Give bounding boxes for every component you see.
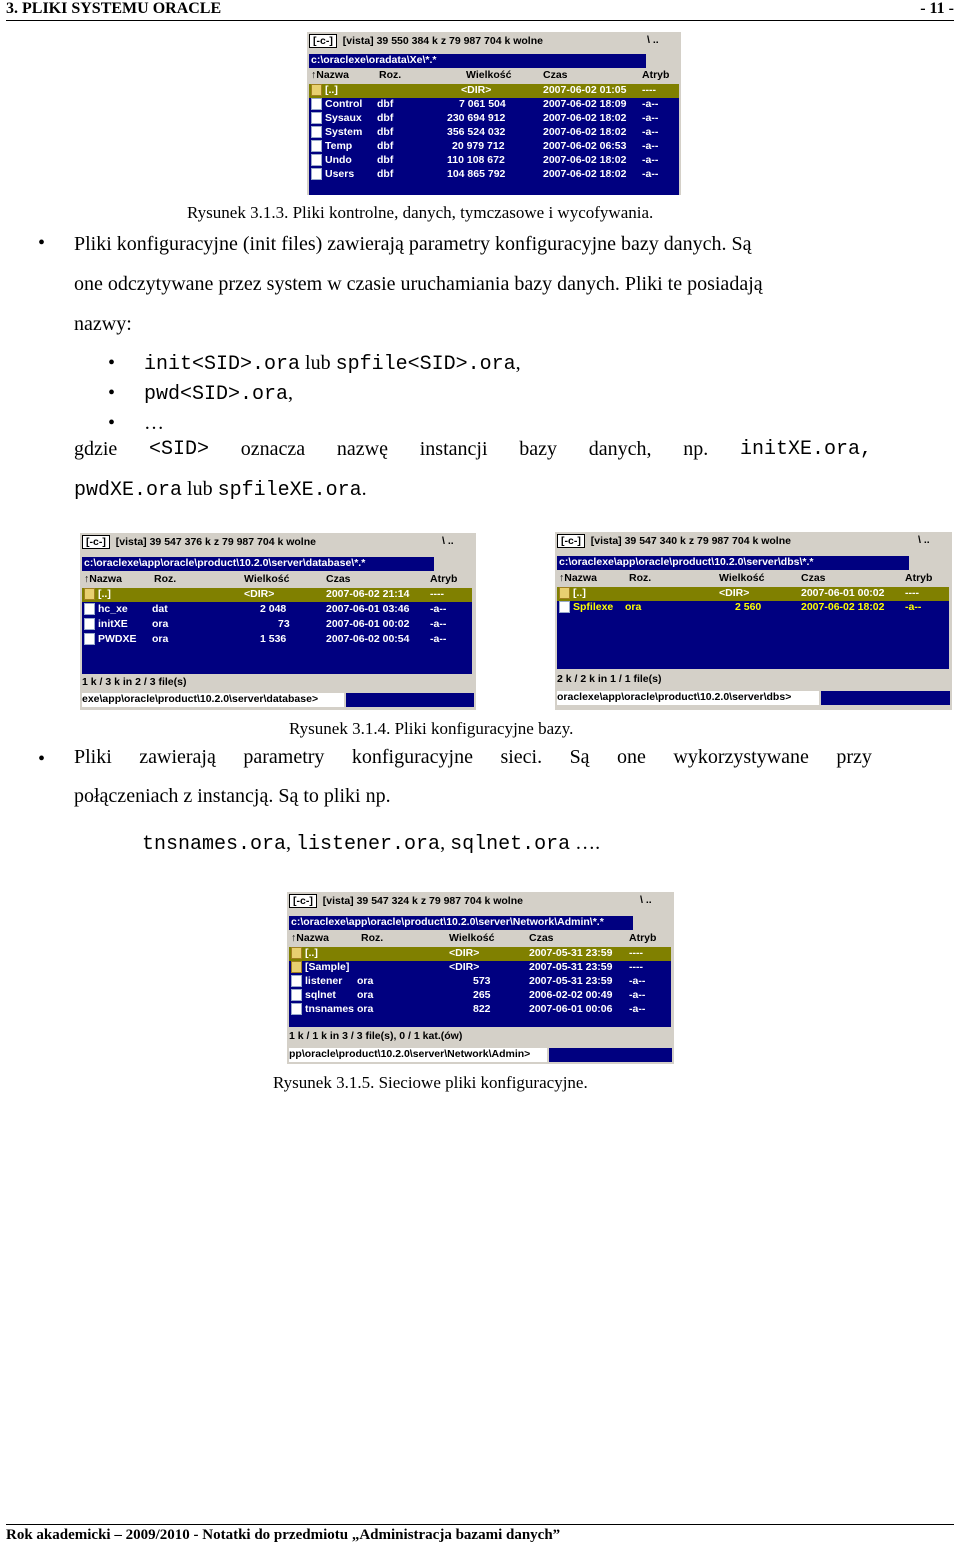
paragraph-config-files: [74, 224, 874, 344]
column-headers: [309, 69, 677, 83]
file-icon: [291, 1003, 302, 1015]
time: 2007-06-02 01:05: [543, 84, 627, 96]
size: 573: [473, 975, 491, 987]
page-header: [6, 0, 954, 21]
status-bar: 2 k / 2 k in 1 / 1 file(s): [557, 673, 662, 685]
attr: ----: [642, 84, 656, 96]
drive-selector[interactable]: [-c-]: [557, 534, 585, 548]
ext: ora: [625, 601, 642, 613]
file-list: [82, 588, 472, 674]
ext: dat: [152, 603, 168, 615]
bullet-icon: •: [38, 748, 46, 770]
word: np.: [683, 438, 709, 460]
text-line: nazwy:: [74, 313, 132, 335]
page-number: - 11 -: [920, 0, 954, 17]
file-icon: [311, 126, 322, 138]
size: 265: [473, 989, 491, 1001]
ext: dbf: [377, 126, 394, 138]
size: <DIR>: [449, 947, 480, 959]
command-input[interactable]: [549, 1048, 672, 1062]
ext: dbf: [377, 154, 394, 166]
nav-buttons[interactable]: \ ..: [640, 894, 652, 906]
bullet-icon: •: [108, 412, 116, 434]
file-name: Control: [311, 98, 362, 110]
size: 104 865 792: [447, 168, 506, 180]
size: <DIR>: [461, 84, 492, 96]
col-time[interactable]: Czas: [529, 932, 554, 944]
attr: -a--: [642, 126, 659, 138]
disk-info: [vista] 39 550 384 k z 79 987 704 k wolne: [342, 35, 543, 47]
word: danych,: [588, 438, 652, 460]
list-item[interactable]: [289, 975, 671, 989]
list-item[interactable]: [309, 168, 679, 182]
code-text: sqlnet.ora: [450, 833, 571, 856]
word: wykorzystywane: [673, 746, 809, 768]
size: 2 560: [735, 601, 762, 613]
time: 2007-06-01 00:02: [801, 587, 885, 599]
text: …: [144, 412, 164, 434]
list-item: [108, 382, 521, 412]
command-input[interactable]: [821, 691, 950, 705]
file-name: hc_xe: [84, 603, 128, 615]
text: ….: [570, 832, 601, 854]
text-line: połączeniach z instancją. Są to pliki np.: [74, 785, 391, 807]
attr: -a--: [629, 989, 646, 1001]
size: 230 694 912: [447, 112, 506, 124]
figure-caption: Rysunek 3.1.3. Pliki kontrolne, danych, tymczasowe i wycofywania.: [187, 203, 654, 222]
word: oznacza: [240, 438, 306, 460]
text-line: one odczytywane przez system w czasie uruchamiania bazy danych. Pliki te posiadają: [74, 273, 763, 295]
file-icon: [311, 140, 322, 152]
code-text: pwdXE.ora: [74, 479, 183, 502]
text: ,: [440, 832, 451, 854]
word: zawierają: [139, 746, 216, 768]
attr: -a--: [642, 98, 659, 110]
nav-buttons[interactable]: \ ..: [918, 534, 930, 546]
col-time[interactable]: Czas: [801, 572, 826, 584]
size: <DIR>: [244, 588, 275, 600]
time: 2007-06-02 18:02: [801, 601, 885, 613]
ext: dbf: [377, 140, 394, 152]
word: przy: [836, 746, 872, 768]
code-text: tnsnames.ora: [142, 833, 287, 856]
file-name: sqlnet: [291, 989, 336, 1001]
file-list: [557, 587, 949, 669]
status-bar: 1 k / 1 k in 3 / 3 file(s), 0 / 1 kat.(ów): [289, 1030, 463, 1042]
file-icon: [291, 975, 302, 987]
size: 356 524 032: [447, 126, 506, 138]
command-line[interactable]: oraclexe\app\oracle\product\10.2.0\server\dbs>: [557, 691, 819, 705]
text-line: Pliki konfiguracyjne (init files) zawierają parametry konfiguracyjne bazy danych. Są: [74, 233, 752, 255]
bullet-icon: •: [108, 382, 116, 404]
path-bar: c:\oraclexe\app\oracle\product\10.2.0\server\dbs\*.*: [557, 556, 909, 570]
size: 2 048: [260, 603, 287, 615]
file-name: PWDXE: [84, 633, 137, 645]
col-ext[interactable]: Roz.: [379, 69, 402, 81]
col-name[interactable]: ↑Nazwa: [291, 932, 329, 944]
list-item[interactable]: [289, 961, 671, 975]
up-dir: [..]: [84, 588, 111, 600]
column-headers: [82, 573, 472, 587]
time: 2007-06-02 18:02: [543, 126, 627, 138]
time: 2007-06-02 18:02: [543, 112, 627, 124]
ext: dbf: [377, 168, 394, 180]
word: parametry: [243, 746, 325, 768]
list-item[interactable]: [557, 601, 949, 615]
file-name: Temp: [311, 140, 352, 152]
size: 110 108 672: [447, 154, 505, 166]
text-line: [74, 438, 872, 461]
attr: ----: [430, 588, 444, 600]
list-item[interactable]: [309, 112, 679, 126]
drive-bar: [82, 535, 436, 551]
attr: -a--: [642, 140, 659, 152]
list-item: [108, 352, 521, 382]
file-icon: [311, 168, 322, 180]
col-size[interactable]: Wielkość: [449, 932, 495, 944]
word: bazy: [519, 438, 557, 460]
code-text: <SID>: [149, 438, 210, 461]
col-ext[interactable]: Roz.: [154, 573, 177, 585]
paragraph-sid-explanation: [74, 438, 872, 502]
up-dir: [..]: [559, 587, 586, 599]
text: lub: [182, 478, 218, 500]
figure-caption: Rysunek 3.1.5. Sieciowe pliki konfiguracyjne.: [273, 1073, 588, 1092]
figure-caption: Rysunek 3.1.4. Pliki konfiguracyjne bazy.: [289, 719, 574, 738]
attr: -a--: [430, 633, 447, 645]
col-size[interactable]: Wielkość: [244, 573, 290, 585]
list-item[interactable]: [289, 1003, 671, 1017]
file-name: Sysaux: [311, 112, 362, 124]
word: Są: [569, 746, 590, 768]
attr: -a--: [642, 168, 659, 180]
ext: ora: [152, 618, 169, 630]
list-item[interactable]: [82, 588, 472, 602]
time: 2007-05-31 23:59: [529, 975, 613, 987]
file-icon: [311, 112, 322, 124]
text: lub: [300, 352, 336, 374]
file-icon: [291, 989, 302, 1001]
attr: -a--: [629, 975, 646, 987]
file-name: tnsnames: [291, 1003, 354, 1015]
time: 2007-06-02 06:53: [543, 140, 627, 152]
status-bar: 1 k / 3 k in 2 / 3 file(s): [82, 676, 187, 688]
up-dir: [..]: [291, 947, 318, 959]
col-attr[interactable]: Atryb: [430, 573, 458, 585]
list-item[interactable]: [557, 587, 949, 601]
folder-name: [Sample]: [291, 961, 349, 973]
word: nazwę: [336, 438, 388, 460]
file-icon: [311, 98, 322, 110]
file-manager-panel-network-admin: [287, 892, 674, 1064]
drive-selector[interactable]: [-c-]: [309, 34, 337, 48]
ext: ora: [152, 633, 169, 645]
col-attr[interactable]: Atryb: [905, 572, 933, 584]
col-size[interactable]: Wielkość: [466, 69, 512, 81]
time: 2007-06-02 18:02: [543, 154, 627, 166]
col-attr[interactable]: Atryb: [629, 932, 657, 944]
list-item[interactable]: [82, 603, 472, 617]
drive-selector[interactable]: [-c-]: [289, 894, 317, 908]
attr: -a--: [629, 1003, 646, 1015]
time: 2007-06-02 18:02: [543, 168, 627, 180]
time: 2007-06-01 00:06: [529, 1003, 613, 1015]
nav-buttons[interactable]: \ ..: [647, 34, 659, 46]
list-item[interactable]: [289, 989, 671, 1003]
command-line[interactable]: exe\app\oracle\product\10.2.0\server\database>: [82, 693, 344, 707]
file-icon: [84, 618, 95, 630]
network-file-list: [142, 832, 600, 856]
attr: ----: [629, 961, 643, 973]
file-icon: [311, 154, 322, 166]
word: gdzie: [74, 438, 118, 460]
list-item[interactable]: [82, 618, 472, 632]
time: 2007-05-31 23:59: [529, 947, 613, 959]
ext: dbf: [377, 112, 394, 124]
attr: -a--: [430, 603, 447, 615]
word: sieci.: [500, 746, 543, 768]
col-name[interactable]: ↑Nazwa: [84, 573, 122, 585]
column-headers: [289, 932, 671, 946]
time: 2006-02-02 00:49: [529, 989, 613, 1001]
file-manager-panel-oradata: [307, 32, 681, 195]
file-name: Users: [311, 168, 354, 180]
code-text: spfile<SID>.ora: [335, 353, 516, 376]
text: ,: [286, 832, 297, 854]
drive-selector[interactable]: [-c-]: [82, 535, 110, 549]
size: 73: [278, 618, 290, 630]
file-name: listener: [291, 975, 342, 987]
list-item[interactable]: [82, 633, 472, 647]
column-headers: [557, 572, 949, 586]
disk-info: [vista] 39 547 340 k z 79 987 704 k wolne: [590, 535, 791, 547]
bullet-icon: •: [38, 232, 46, 254]
file-name: Spfilexe: [559, 601, 613, 613]
path-bar: c:\oraclexe\app\oracle\product\10.2.0\server\database\*.*: [82, 557, 434, 571]
ext: ora: [357, 975, 374, 987]
ext: dbf: [377, 98, 394, 110]
code-text: pwd<SID>.ora: [144, 383, 289, 406]
size: <DIR>: [719, 587, 750, 599]
file-name-list: [108, 352, 521, 438]
path-bar: c:\oraclexe\app\oracle\product\10.2.0\server\Network\Admin\*.*: [289, 916, 633, 930]
col-ext[interactable]: Roz.: [629, 572, 652, 584]
disk-info: [vista] 39 547 376 k z 79 987 704 k wolne: [115, 536, 316, 548]
list-item[interactable]: [309, 126, 679, 140]
drive-bar: [309, 34, 641, 50]
drive-bar: [557, 534, 912, 550]
time: 2007-06-02 21:14: [326, 588, 410, 600]
col-size[interactable]: Wielkość: [719, 572, 765, 584]
size: <DIR>: [449, 961, 480, 973]
word: Pliki: [74, 746, 112, 768]
command-line[interactable]: pp\oracle\product\10.2.0\server\Network\Admin>: [289, 1048, 547, 1062]
time: 2007-05-31 23:59: [529, 961, 613, 973]
attr: -a--: [642, 112, 659, 124]
ext: ora: [357, 989, 374, 1001]
file-manager-panel-database: [80, 533, 476, 710]
time: 2007-06-02 00:54: [326, 633, 410, 645]
attr: ----: [629, 947, 643, 959]
word: konfiguracyjne: [351, 746, 473, 768]
text: .: [361, 478, 367, 500]
attr: -a--: [905, 601, 922, 613]
file-icon: [84, 633, 95, 645]
col-time[interactable]: Czas: [543, 69, 568, 81]
bullet-icon: •: [108, 352, 116, 374]
text-line: [74, 746, 872, 769]
folder-up-icon: [559, 587, 570, 599]
attr: ----: [905, 587, 919, 599]
disk-info: [vista] 39 547 324 k z 79 987 704 k wolne: [322, 895, 523, 907]
ext: ora: [357, 1003, 374, 1015]
paragraph-network-files: [74, 746, 872, 808]
attr: -a--: [430, 618, 447, 630]
code-text: initXE.ora,: [739, 438, 872, 461]
file-icon: [84, 603, 95, 615]
file-list: [289, 947, 671, 1027]
col-ext[interactable]: Roz.: [361, 932, 384, 944]
file-list: [309, 84, 679, 195]
page-footer: Rok akademicki – 2009/2010 - Notatki do przedmiotu „Administracja bazami danych”: [6, 1524, 954, 1544]
file-name: Undo: [311, 154, 352, 166]
text-line: [74, 478, 872, 502]
path-bar: c:\oraclexe\oradata\Xe\*.*: [309, 54, 646, 68]
folder-up-icon: [84, 588, 95, 600]
size: 822: [473, 1003, 491, 1015]
col-time[interactable]: Czas: [326, 573, 351, 585]
file-manager-panel-dbs: [555, 532, 952, 710]
time: 2007-06-01 00:02: [326, 618, 410, 630]
time: 2007-06-01 03:46: [326, 603, 410, 615]
code-text: spfileXE.ora: [217, 479, 362, 502]
attr: -a--: [642, 154, 659, 166]
col-attr[interactable]: Atryb: [642, 69, 670, 81]
text: ,: [515, 352, 521, 374]
col-name[interactable]: ↑Nazwa: [311, 69, 349, 81]
drive-bar: [289, 894, 634, 910]
word: instancji: [419, 438, 488, 460]
nav-buttons[interactable]: \ ..: [442, 535, 454, 547]
file-name: initXE: [84, 618, 128, 630]
list-item[interactable]: [309, 84, 679, 98]
folder-icon: [291, 961, 302, 973]
word: one: [617, 746, 646, 768]
list-item[interactable]: [309, 154, 679, 168]
list-item[interactable]: [309, 140, 679, 154]
code-text: listener.ora: [296, 833, 441, 856]
size: 7 061 504: [459, 98, 506, 110]
list-item[interactable]: [289, 947, 671, 961]
size: 1 536: [260, 633, 287, 645]
list-item: [108, 412, 521, 438]
code-text: init<SID>.ora: [144, 353, 301, 376]
up-dir: [..]: [311, 84, 338, 96]
col-name[interactable]: ↑Nazwa: [559, 572, 597, 584]
command-input[interactable]: [346, 693, 474, 707]
size: 20 979 712: [452, 140, 505, 152]
time: 2007-06-02 18:09: [543, 98, 627, 110]
chapter-title: 3. PLIKI SYSTEMU ORACLE: [6, 0, 222, 17]
folder-up-icon: [311, 84, 322, 96]
folder-up-icon: [291, 947, 302, 959]
list-item[interactable]: [309, 98, 679, 112]
text: ,: [288, 382, 294, 404]
file-icon: [559, 601, 570, 613]
file-name: System: [311, 126, 362, 138]
